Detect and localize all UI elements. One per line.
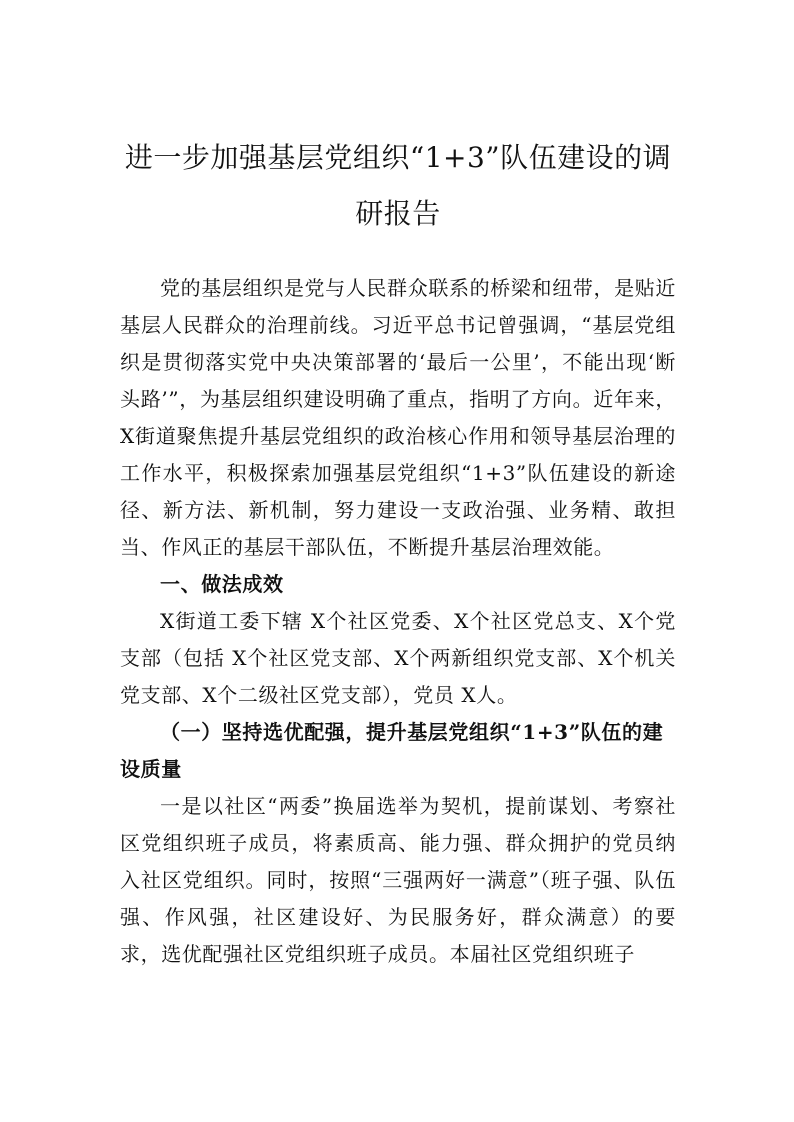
section-1-heading: 一、做法成效 bbox=[160, 572, 284, 596]
subsection-1-heading: （一）坚持选优配强，提升基层党组织“1+3”队伍的建设质量 bbox=[120, 720, 664, 781]
title-line-2: 研报告 bbox=[355, 197, 441, 230]
section-1-paragraph: X街道工委下辖 X个社区党委、X个社区党总支、X个党支部（包括 X个社区党支部、X个两新组织党支部、X个机关党支部、X个二级社区党支部），党员 X人。 bbox=[120, 609, 676, 707]
document-title bbox=[120, 130, 676, 242]
document-page bbox=[120, 130, 676, 973]
intro-paragraph: 党的基层组织是党与人民群众联系的桥梁和纽带，是贴近基层人民群众的治理前线。习近平总书记曾强调，“基层党组织是贯彻落实党中央决策部署的‘最后一公里’，不能出现‘断头路’”，为基层组织建设明确了重点，指明了方向。近年来，X街道聚焦提升基层党组织的政治核心作用和领导基层治理的工作水平，积极探索加强基层党组织“1+3”队伍建设的新途径、新方法、新机制，努力建设一支政治强、业务精、敢担当、作风正的基层干部队伍，不断提升基层治理效能。 bbox=[120, 276, 676, 559]
subsection-1-paragraph: 一是以社区“两委”换届选举为契机，提前谋划、考察社区党组织班子成员，将素质高、能力强、群众拥护的党员纳入社区党组织。同时，按照“三强两好一满意”（班子强、队伍强、作风强，社区建设好、为民服务好，群众满意）的要求，选优配强社区党组织班子成员。本届社区党组织班子 bbox=[120, 794, 676, 966]
title-line-1: 进一步加强基层党组织“1+3”队伍建设的调 bbox=[124, 141, 672, 174]
